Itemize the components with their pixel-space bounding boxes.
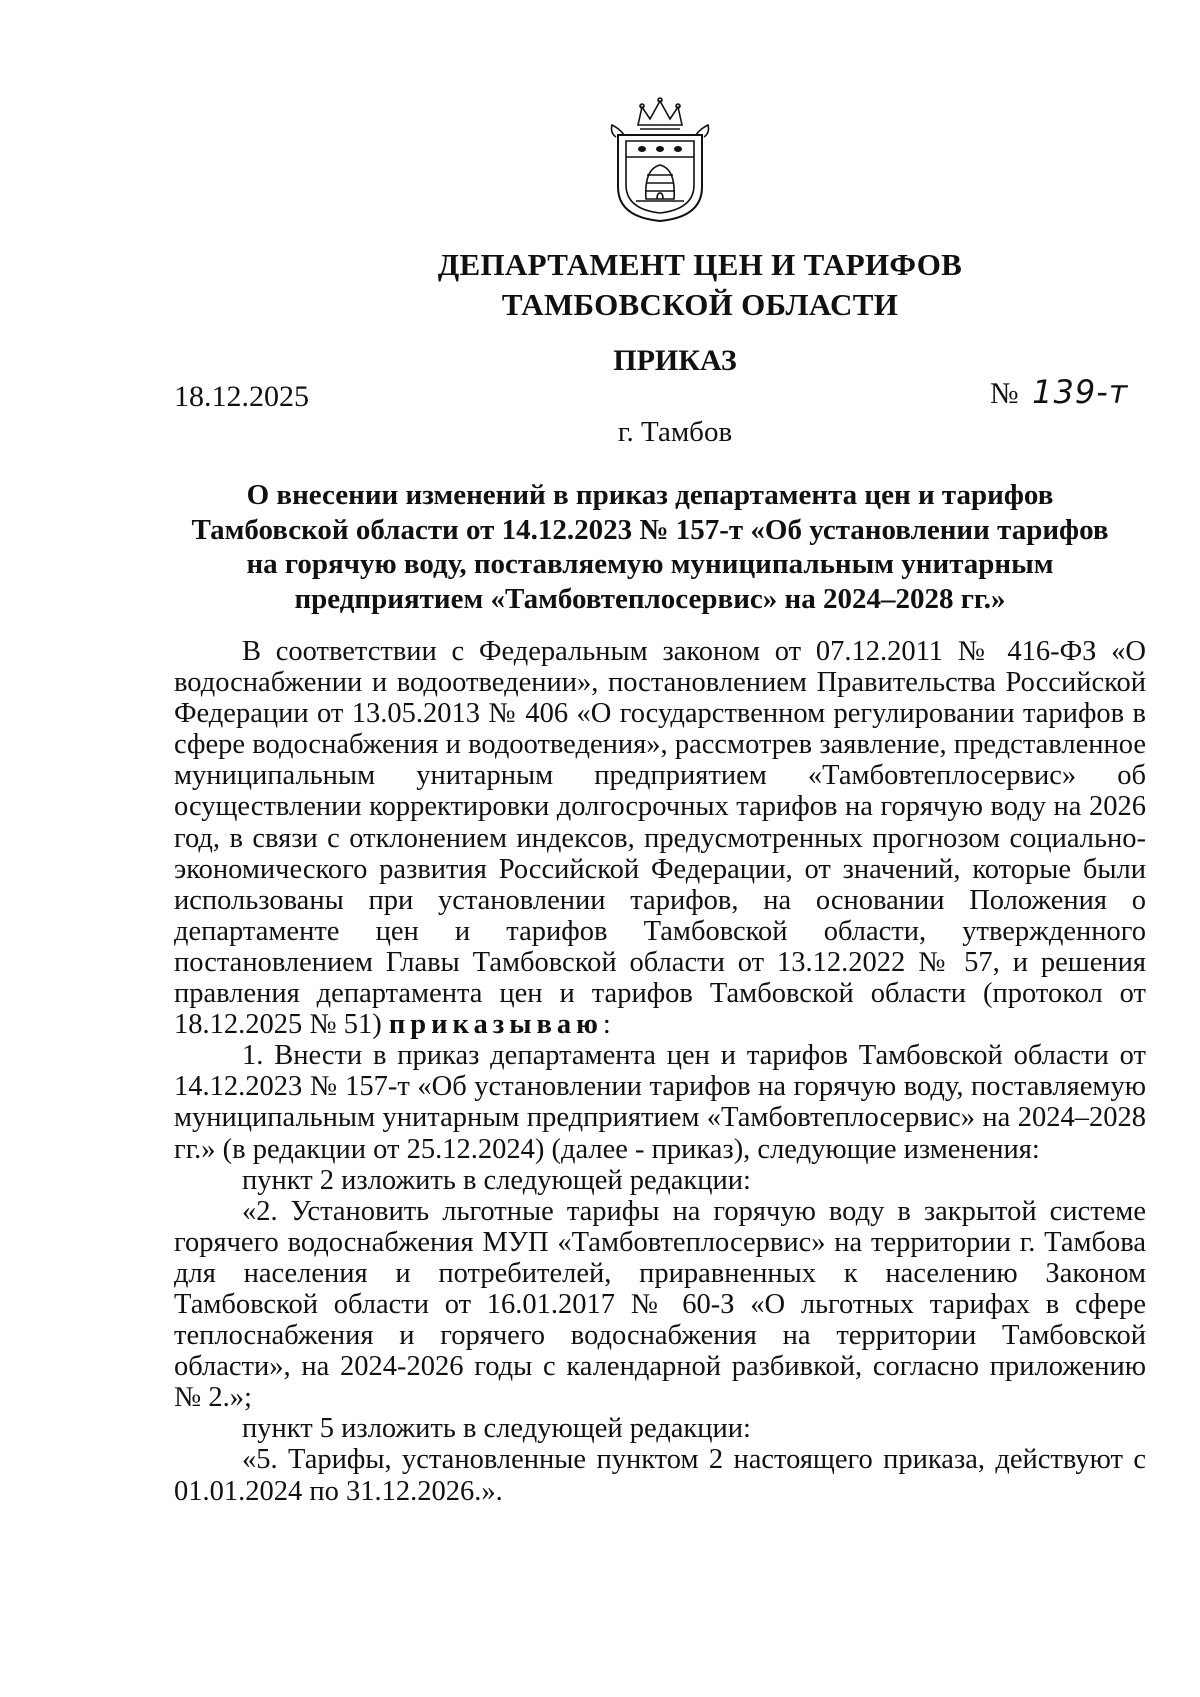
document-subject-line-1: О внесении изменений в приказ департамента цен и тарифов: [246, 479, 1054, 511]
document-subject: [180, 478, 1120, 616]
document-number: [990, 374, 1128, 412]
order-word: приказываю: [388, 1009, 603, 1041]
document-date: 18.12.2025: [174, 380, 309, 413]
document-subject-line-2: Тамбовской области от 14.12.2023 № 157-т «Об установлении тарифов: [191, 513, 1109, 546]
point-5-intro: пункт 5 изложить в следующей редакции:: [242, 1413, 751, 1445]
document-city: г. Тамбов: [617, 416, 733, 448]
point-2-intro: пункт 2 изложить в следующей редакции:: [242, 1164, 751, 1196]
document-type: ПРИКАЗ: [613, 344, 737, 377]
organization-name: [420, 245, 980, 325]
document-subject-line-3: на горячую воду, поставляемую муниципальным унитарным: [246, 548, 1054, 580]
document-body: [174, 636, 1146, 1507]
item-1-paragraph: 1. Внести в приказ департамента цен и тарифов Тамбовской области от 14.12.2023 № 157-т «Об установлении тарифов на горячую воду, поставляемую муниципальным унитарным предприятием «Тамбовтеплосервис» на 2024–2028 гг.» (в редакции от 25.12.2024) (далее - приказ), следующие изменения:: [174, 1040, 1146, 1165]
organization-name-line-1: ДЕПАРТАМЕНТ ЦЕН И ТАРИФОВ: [437, 247, 963, 282]
point-2-text: «2. Установить льготные тарифы на горячую воду в закрытой системе горячего водоснабжения МУП «Тамбовтеплосервис» на территории г. Тамбова для населения и потребителей, приравненных к населению Законом Тамбовской области от 16.01.2017 № 60-З «О льготных тарифах в сфере теплоснабжения и горячего водоснабжения на территории Тамбовской области», на 2024-2026 годы с календарной разбивкой, согласно приложению № 2.»;: [174, 1195, 1146, 1414]
tambov-coat-of-arms-icon: [600, 95, 720, 225]
document-number-label: №: [990, 377, 1019, 410]
order-colon: :: [602, 1009, 611, 1041]
preamble-paragraph: [174, 636, 1146, 1040]
document-subject-line-4: предприятием «Тамбовтеплосервис» на 2024–2028 гг.»: [294, 582, 1006, 615]
document-number-value: 139-т: [1032, 373, 1129, 411]
organization-name-line-2: ТАМБОВСКОЙ ОБЛАСТИ: [501, 287, 899, 322]
preamble-text: В соответствии с Федеральным законом от 07.12.2011 № 416-ФЗ «О водоснабжении и водоотведении», постановлением Правительства Российской Федерации от 13.05.2013 № 406 «О государственном регулировании тарифов в сфере водоснабжения и водоотведения», рассмотрев заявление, представленное муниципальным унитарным предприятием «Тамбовтеплосервис» об осуществлении корректировки долгосрочных тарифов на горячую воду на 2026 год, в связи с отклонением индексов, предусмотренных прогнозом социально-экономического развития Российской Федерации, от значений, которые были использованы при установлении тарифов, на основании Положения о департаменте цен и тарифов Тамбовской области, утвержденного постановлением Главы Тамбовской области от 13.12.2022 № 57, и решения правления департамента цен и тарифов Тамбовской области (протокол от 18.12.2025 № 51): [174, 636, 1146, 1041]
point-5-text: «5. Тарифы, установленные пунктом 2 настоящего приказа, действуют с 01.01.2024 по 31.12.2026.».: [174, 1444, 1146, 1507]
